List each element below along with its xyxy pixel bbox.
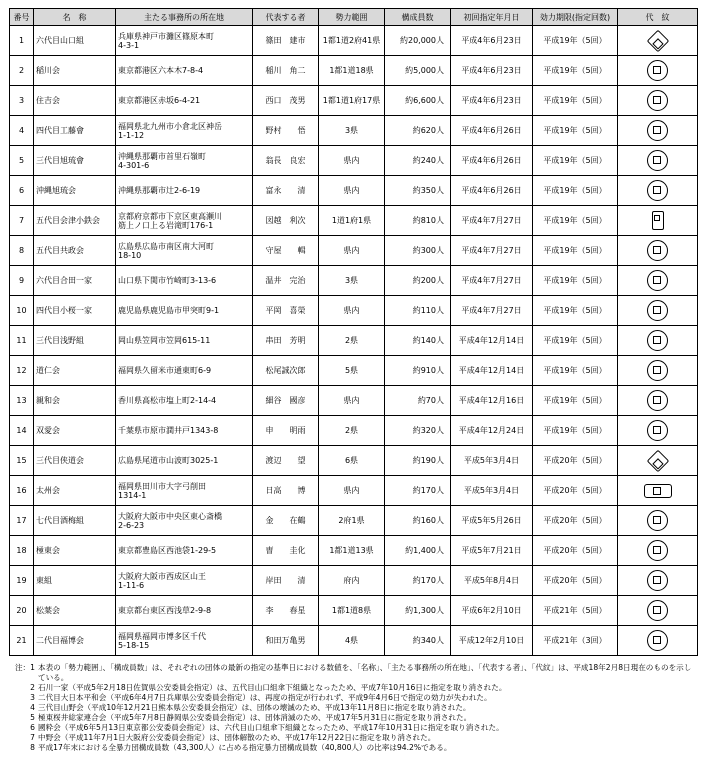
office-address xyxy=(116,26,253,56)
footnote-label: 8 xyxy=(30,743,35,752)
emblem xyxy=(618,356,698,386)
group-name: 東組 xyxy=(34,566,116,596)
table-row xyxy=(10,296,698,326)
address-line-1: 広島県広島市南区南大河町 xyxy=(118,241,214,251)
table-row xyxy=(10,356,698,386)
row-number: 2 xyxy=(10,56,34,86)
row-number: 21 xyxy=(10,626,34,656)
influence-range: 1都1道13県 xyxy=(319,536,385,566)
address-line-2: 18-10 xyxy=(118,250,142,260)
row-number: 1 xyxy=(10,26,34,56)
emblem xyxy=(618,476,698,506)
first-designation-date: 平成4年6月26日 xyxy=(451,146,533,176)
member-count: 約70人 xyxy=(385,386,451,416)
office-address xyxy=(116,86,253,116)
address-line-1: 東京都港区赤坂6-4-21 xyxy=(118,96,201,105)
office-address xyxy=(116,326,253,356)
group-name: 太州会 xyxy=(34,476,116,506)
first-designation-date: 平成4年12月14日 xyxy=(451,326,533,356)
influence-range: 県内 xyxy=(319,476,385,506)
emblem-11-icon xyxy=(647,330,668,351)
member-count: 約340人 xyxy=(385,626,451,656)
expiry-term: 平成19年（5回） xyxy=(533,236,618,266)
emblem xyxy=(618,26,698,56)
office-address xyxy=(116,386,253,416)
table-row xyxy=(10,476,698,506)
expiry-term: 平成19年（5回） xyxy=(533,296,618,326)
representative: 岸田 清 xyxy=(253,566,319,596)
representative: 松尾誠次郎 xyxy=(253,356,319,386)
header-emblem: 代 紋 xyxy=(618,9,698,26)
office-address xyxy=(116,566,253,596)
designated-groups-document xyxy=(9,8,697,753)
footnote-text: 本表の「勢力範囲」、「構成員数」は、それぞれの団体の最新の指定の基準日における数値を、「名称」、「主たる事務所の所在地」、「代表する者」、「代紋」は、平成18年2月8日現在のものを示している。 xyxy=(38,663,692,682)
representative: 李 春星 xyxy=(253,596,319,626)
member-count: 約140人 xyxy=(385,326,451,356)
row-number: 13 xyxy=(10,386,34,416)
member-count: 約190人 xyxy=(385,446,451,476)
representative: 細谷 國彦 xyxy=(253,386,319,416)
row-number: 20 xyxy=(10,596,34,626)
emblem-15-icon xyxy=(646,449,669,472)
member-count: 約320人 xyxy=(385,416,451,446)
expiry-term: 平成19年（5回） xyxy=(533,176,618,206)
row-number: 7 xyxy=(10,206,34,236)
address-line-2: 4-3-1 xyxy=(118,40,140,50)
expiry-term: 平成20年（5回） xyxy=(533,446,618,476)
table-row xyxy=(10,56,698,86)
office-address xyxy=(116,626,253,656)
representative: 富永 清 xyxy=(253,176,319,206)
row-number: 11 xyxy=(10,326,34,356)
expiry-term: 平成19年（5回） xyxy=(533,56,618,86)
table-row xyxy=(10,326,698,356)
first-designation-date: 平成4年6月23日 xyxy=(451,26,533,56)
office-address xyxy=(116,116,253,146)
emblem-7-icon xyxy=(652,211,664,230)
table-header-row xyxy=(10,9,698,26)
address-line-1: 兵庫県神戸市灘区篠原本町 xyxy=(118,31,214,41)
footnote-label: 注：1 xyxy=(14,663,35,672)
group-name: 六代目合田一家 xyxy=(34,266,116,296)
address-line-1: 東京都豊島区西池袋1-29-5 xyxy=(118,546,217,555)
table-row xyxy=(10,626,698,656)
row-number: 12 xyxy=(10,356,34,386)
table-body xyxy=(10,26,698,656)
table-row xyxy=(10,416,698,446)
row-number: 17 xyxy=(10,506,34,536)
influence-range: 4県 xyxy=(319,626,385,656)
member-count: 約200人 xyxy=(385,266,451,296)
first-designation-date: 平成4年7月27日 xyxy=(451,266,533,296)
influence-range: 1道1府1県 xyxy=(319,206,385,236)
emblem-16-icon xyxy=(644,484,672,498)
address-line-2: 1-1-12 xyxy=(118,130,145,140)
group-name: 極東会 xyxy=(34,536,116,566)
first-designation-date: 平成4年7月27日 xyxy=(451,206,533,236)
expiry-term: 平成21年（5回） xyxy=(533,596,618,626)
member-count: 約1,300人 xyxy=(385,596,451,626)
representative: 申 明雨 xyxy=(253,416,319,446)
expiry-term: 平成19年（5回） xyxy=(533,266,618,296)
emblem-9-icon xyxy=(647,270,668,291)
address-line-1: 福岡県北九州市小倉北区神岳 xyxy=(118,121,222,131)
first-designation-date: 平成5年7月21日 xyxy=(451,536,533,566)
emblem xyxy=(618,236,698,266)
row-number: 4 xyxy=(10,116,34,146)
table-row xyxy=(10,446,698,476)
office-address xyxy=(116,206,253,236)
representative: 温井 完治 xyxy=(253,266,319,296)
first-designation-date: 平成5年3月4日 xyxy=(451,446,533,476)
expiry-term: 平成20年（5回） xyxy=(533,536,618,566)
footnote xyxy=(9,663,697,683)
footnote xyxy=(9,713,697,723)
expiry-term: 平成19年（5回） xyxy=(533,206,618,236)
table-row xyxy=(10,116,698,146)
table-row xyxy=(10,236,698,266)
representative: 串田 芳明 xyxy=(253,326,319,356)
header-representative: 代表する者 xyxy=(253,9,319,26)
member-count: 約240人 xyxy=(385,146,451,176)
member-count: 約170人 xyxy=(385,566,451,596)
emblem xyxy=(618,206,698,236)
member-count: 約6,600人 xyxy=(385,86,451,116)
first-designation-date: 平成5年5月26日 xyxy=(451,506,533,536)
first-designation-date: 平成4年7月27日 xyxy=(451,296,533,326)
address-line-1: 鹿児島県鹿児島市甲突町9-1 xyxy=(118,306,220,315)
emblem-5-icon xyxy=(647,150,668,171)
row-number: 18 xyxy=(10,536,34,566)
row-number: 9 xyxy=(10,266,34,296)
emblem xyxy=(618,176,698,206)
expiry-term: 平成19年（5回） xyxy=(533,116,618,146)
header-range: 勢力範囲 xyxy=(319,9,385,26)
emblem xyxy=(618,416,698,446)
first-designation-date: 平成5年8月4日 xyxy=(451,566,533,596)
member-count: 約5,000人 xyxy=(385,56,451,86)
header-address: 主たる事務所の所在地 xyxy=(116,9,253,26)
footnote-text: 中野会（平成11年7月1日大阪府公安委員会指定）は、団体解散のため、平成17年12月22日に指定を取り消された。 xyxy=(38,733,436,742)
group-name: 道仁会 xyxy=(34,356,116,386)
address-line-1: 香川県高松市塩上町2-14-4 xyxy=(118,396,217,405)
address-line-1: 東京都港区六本木7-8-4 xyxy=(118,66,204,75)
emblem-8-icon xyxy=(647,240,668,261)
first-designation-date: 平成4年6月23日 xyxy=(451,56,533,86)
member-count: 約350人 xyxy=(385,176,451,206)
row-number: 15 xyxy=(10,446,34,476)
table-row xyxy=(10,206,698,236)
footnote xyxy=(9,693,697,703)
table-row xyxy=(10,146,698,176)
group-name: 稲川会 xyxy=(34,56,116,86)
emblem xyxy=(618,56,698,86)
footnotes xyxy=(9,663,697,753)
office-address xyxy=(116,596,253,626)
emblem-14-icon xyxy=(647,420,668,441)
footnote-label: 2 xyxy=(30,683,35,692)
first-designation-date: 平成4年6月23日 xyxy=(451,86,533,116)
header-first-designation: 初回指定年月日 xyxy=(451,9,533,26)
table-row xyxy=(10,86,698,116)
group-name: 五代目会津小鉄会 xyxy=(34,206,116,236)
group-name: 六代目山口組 xyxy=(34,26,116,56)
footnote xyxy=(9,703,697,713)
member-count: 約160人 xyxy=(385,506,451,536)
row-number: 3 xyxy=(10,86,34,116)
expiry-term: 平成19年（5回） xyxy=(533,146,618,176)
address-line-1: 大阪府大阪市中央区東心斎橋 xyxy=(118,511,222,521)
office-address xyxy=(116,356,253,386)
office-address xyxy=(116,266,253,296)
emblem-19-icon xyxy=(647,570,668,591)
emblem-2-icon xyxy=(647,60,668,81)
influence-range: 県内 xyxy=(319,146,385,176)
address-line-1: 広島県尾道市山波町3025-1 xyxy=(118,456,219,465)
influence-range: 県内 xyxy=(319,176,385,206)
emblem-6-icon xyxy=(647,180,668,201)
emblem xyxy=(618,86,698,116)
emblem-12-icon xyxy=(647,360,668,381)
address-line-1: 沖縄県那覇市首里石嶺町 xyxy=(118,151,206,161)
influence-range: 1都1道18県 xyxy=(319,56,385,86)
table-row xyxy=(10,26,698,56)
member-count: 約110人 xyxy=(385,296,451,326)
representative: 平岡 喜榮 xyxy=(253,296,319,326)
header-name: 名 称 xyxy=(34,9,116,26)
member-count: 約1,400人 xyxy=(385,536,451,566)
header-expiry: 効力期限(指定回数) xyxy=(533,9,618,26)
emblem xyxy=(618,566,698,596)
representative: 渡辺 望 xyxy=(253,446,319,476)
first-designation-date: 平成4年12月14日 xyxy=(451,356,533,386)
first-designation-date: 平成4年12月16日 xyxy=(451,386,533,416)
group-name: 三代目侠道会 xyxy=(34,446,116,476)
representative: 翁長 良宏 xyxy=(253,146,319,176)
representative: 西口 茂男 xyxy=(253,86,319,116)
influence-range: 6県 xyxy=(319,446,385,476)
row-number: 10 xyxy=(10,296,34,326)
representative: 野村 悟 xyxy=(253,116,319,146)
address-line-1: 千葉県市原市潤井戸1343-8 xyxy=(118,426,219,435)
row-number: 16 xyxy=(10,476,34,506)
office-address xyxy=(116,296,253,326)
emblem xyxy=(618,626,698,656)
emblem-20-icon xyxy=(647,600,668,621)
expiry-term: 平成19年（5回） xyxy=(533,26,618,56)
member-count: 約620人 xyxy=(385,116,451,146)
emblem xyxy=(618,446,698,476)
emblem-17-icon xyxy=(647,510,668,531)
expiry-term: 平成19年（5回） xyxy=(533,386,618,416)
address-line-1: 山口県下関市竹崎町3-13-6 xyxy=(118,276,217,285)
office-address xyxy=(116,56,253,86)
row-number: 14 xyxy=(10,416,34,446)
footnote xyxy=(9,723,697,733)
footnote-text: 二代目大日本平和会（平成6年4月7日兵庫県公安委員会指定）は、再度の指定が行われず、平成9年4月6日で指定の効力が失われた。 xyxy=(38,693,492,702)
influence-range: 2県 xyxy=(319,326,385,356)
row-number: 5 xyxy=(10,146,34,176)
address-line-2: 筋上ノ口上る岩滝町176-1 xyxy=(118,220,214,230)
expiry-term: 平成19年（5回） xyxy=(533,416,618,446)
group-name: 親和会 xyxy=(34,386,116,416)
office-address xyxy=(116,146,253,176)
header-number: 番号 xyxy=(10,9,34,26)
office-address xyxy=(116,416,253,446)
footnote-label: 4 xyxy=(30,703,35,712)
office-address xyxy=(116,446,253,476)
address-line-1: 沖縄県那覇市辻2-6-19 xyxy=(118,186,201,195)
representative: 稲川 角二 xyxy=(253,56,319,86)
emblem-3-icon xyxy=(647,90,668,111)
member-count: 約810人 xyxy=(385,206,451,236)
group-name: 二代目福博会 xyxy=(34,626,116,656)
influence-range: 県内 xyxy=(319,236,385,266)
influence-range: 府内 xyxy=(319,566,385,596)
influence-range: 5県 xyxy=(319,356,385,386)
group-name: 双愛会 xyxy=(34,416,116,446)
emblem-4-icon xyxy=(647,120,668,141)
member-count: 約170人 xyxy=(385,476,451,506)
emblem xyxy=(618,296,698,326)
table-row xyxy=(10,596,698,626)
office-address xyxy=(116,536,253,566)
office-address xyxy=(116,506,253,536)
representative: 和田万亀男 xyxy=(253,626,319,656)
influence-range: 3県 xyxy=(319,116,385,146)
address-line-1: 福岡県福岡市博多区千代 xyxy=(118,631,206,641)
influence-range: 2府1県 xyxy=(319,506,385,536)
influence-range: 1都1道2府41県 xyxy=(319,26,385,56)
first-designation-date: 平成4年6月26日 xyxy=(451,176,533,206)
address-line-1: 福岡県田川市大字弓削田 xyxy=(118,481,206,491)
influence-range: 県内 xyxy=(319,386,385,416)
first-designation-date: 平成5年3月4日 xyxy=(451,476,533,506)
representative: 篠田 建市 xyxy=(253,26,319,56)
influence-range: 県内 xyxy=(319,296,385,326)
address-line-1: 東京都台東区西浅草2-9-8 xyxy=(118,606,212,615)
first-designation-date: 平成4年12月24日 xyxy=(451,416,533,446)
representative: 曺 圭化 xyxy=(253,536,319,566)
group-name: 住吉会 xyxy=(34,86,116,116)
expiry-term: 平成20年（5回） xyxy=(533,476,618,506)
member-count: 約20,000人 xyxy=(385,26,451,56)
emblem-10-icon xyxy=(647,300,668,321)
expiry-term: 平成20年（5回） xyxy=(533,506,618,536)
footnote-label: 6 xyxy=(30,723,35,732)
footnote-text: 國粋会（平成6年5月13日東京都公安委員会指定）は、六代目山口組傘下組織となったため、平成17年10月31日に指定を取り消された。 xyxy=(38,723,504,732)
influence-range: 1都1道1府17県 xyxy=(319,86,385,116)
address-line-1: 京都府京都市下京区東高瀬川 xyxy=(118,211,222,221)
emblem-18-icon xyxy=(647,540,668,561)
office-address xyxy=(116,176,253,206)
address-line-2: 5-18-15 xyxy=(118,640,150,650)
footnote xyxy=(9,743,697,753)
address-line-2: 1314-1 xyxy=(118,490,147,500)
footnote-label: 7 xyxy=(30,733,35,742)
expiry-term: 平成19年（5回） xyxy=(533,326,618,356)
address-line-1: 大阪府大阪市西成区山王 xyxy=(118,571,206,581)
office-address xyxy=(116,236,253,266)
table-row xyxy=(10,566,698,596)
influence-range: 3県 xyxy=(319,266,385,296)
emblem xyxy=(618,116,698,146)
address-line-2: 1-11-6 xyxy=(118,580,145,590)
expiry-term: 平成19年（5回） xyxy=(533,86,618,116)
address-line-1: 岡山県笠岡市笠岡615-11 xyxy=(118,336,211,345)
table-row xyxy=(10,386,698,416)
emblem xyxy=(618,326,698,356)
group-name: 松葉会 xyxy=(34,596,116,626)
emblem xyxy=(618,506,698,536)
emblem xyxy=(618,386,698,416)
first-designation-date: 平成4年6月26日 xyxy=(451,116,533,146)
group-name: 三代目旭琉會 xyxy=(34,146,116,176)
member-count: 約300人 xyxy=(385,236,451,266)
emblem xyxy=(618,536,698,566)
table-row xyxy=(10,506,698,536)
address-line-2: 2-6-23 xyxy=(118,520,145,530)
expiry-term: 平成20年（5回） xyxy=(533,566,618,596)
influence-range: 1都1道8県 xyxy=(319,596,385,626)
emblem xyxy=(618,146,698,176)
representative: 金 在鶴 xyxy=(253,506,319,536)
footnote-label: 3 xyxy=(30,693,35,702)
footnote-label: 5 xyxy=(30,713,35,722)
expiry-term: 平成21年（3回） xyxy=(533,626,618,656)
expiry-term: 平成19年（5回） xyxy=(533,356,618,386)
table-row xyxy=(10,266,698,296)
footnote-text: 極東桜井総家連合会（平成5年7月8日静岡県公安委員会指定）は、団体消滅のため、平成17年5月31日に指定を取り消された。 xyxy=(38,713,472,722)
emblem-1-icon xyxy=(646,29,669,52)
emblem-21-icon xyxy=(647,630,668,651)
footnote xyxy=(9,733,697,743)
table-row xyxy=(10,536,698,566)
emblem-13-icon xyxy=(647,390,668,411)
representative: 守屋 輯 xyxy=(253,236,319,266)
row-number: 6 xyxy=(10,176,34,206)
first-designation-date: 平成6年2月10日 xyxy=(451,596,533,626)
footnote xyxy=(9,683,697,693)
group-name: 七代目酒梅組 xyxy=(34,506,116,536)
address-line-1: 福岡県久留米市通東町6-9 xyxy=(118,366,212,375)
group-name: 三代目浅野組 xyxy=(34,326,116,356)
footnote-text: 石川一家（平成5年2月18日佐賀県公安委員会指定）は、五代目山口組傘下組織となったため、平成7年10月16日に指定を取り消された。 xyxy=(38,683,507,692)
first-designation-date: 平成4年7月27日 xyxy=(451,236,533,266)
representative: 日高 博 xyxy=(253,476,319,506)
row-number: 19 xyxy=(10,566,34,596)
designated-groups-table xyxy=(9,8,698,656)
office-address xyxy=(116,476,253,506)
address-line-2: 4-301-6 xyxy=(118,160,150,170)
first-designation-date: 平成12年2月10日 xyxy=(451,626,533,656)
group-name: 四代目工藤會 xyxy=(34,116,116,146)
footnote-text: 三代目山野会（平成10年12月21日熊本県公安委員会指定）は、団体の壊滅のため、平成13年11月8日に指定を取り消された。 xyxy=(38,703,471,712)
group-name: 沖縄旭琉会 xyxy=(34,176,116,206)
emblem xyxy=(618,266,698,296)
header-members: 構成員数 xyxy=(385,9,451,26)
footnote-text: 平成17年末における全暴力団構成員数（43,300人）に占める指定暴力団構成員数（40,800人）の比率は94.2%である。 xyxy=(38,743,452,752)
table-row xyxy=(10,176,698,206)
member-count: 約910人 xyxy=(385,356,451,386)
group-name: 五代目共政会 xyxy=(34,236,116,266)
row-number: 8 xyxy=(10,236,34,266)
representative: 図越 利次 xyxy=(253,206,319,236)
emblem xyxy=(618,596,698,626)
group-name: 四代目小桜一家 xyxy=(34,296,116,326)
influence-range: 2県 xyxy=(319,416,385,446)
